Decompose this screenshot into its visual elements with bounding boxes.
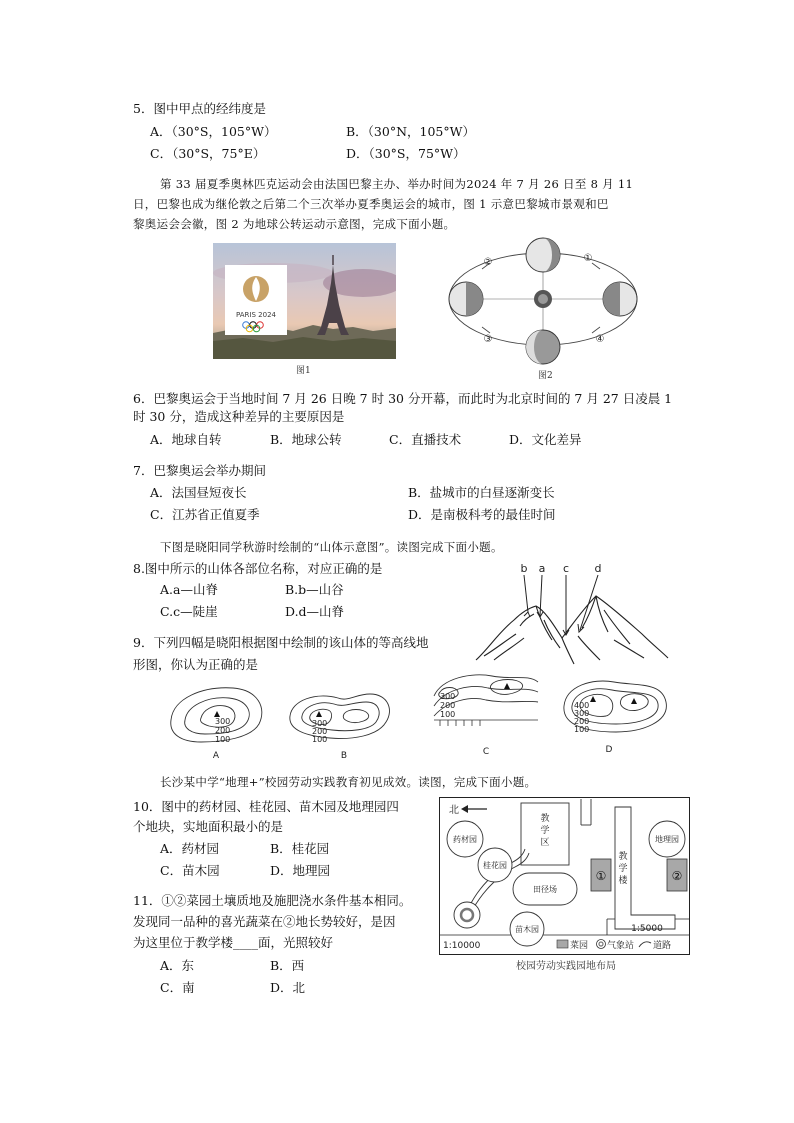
mountain-label-d: d [594, 562, 602, 575]
svg-text:②: ② [671, 869, 683, 883]
contour-a-300: 300 [215, 717, 231, 726]
contour-a-200: 200 [215, 726, 231, 735]
svg-text:①: ① [595, 869, 607, 883]
q11-stem-line1: 11．①②菜园土壤质地及施肥浇水条件基本相同。 [133, 893, 412, 908]
contour-d-400: 400 [574, 701, 590, 710]
osmanthus-garden [478, 848, 512, 882]
contour-d-300: 300 [574, 709, 590, 718]
contour-b-300: 300 [312, 719, 328, 728]
svg-text:学: 学 [540, 826, 550, 836]
q6-option-c: C．直播技术 [389, 432, 462, 447]
campus-map [439, 797, 690, 955]
q6-option-a: A．地球自转 [150, 432, 222, 447]
svg-text:教: 教 [540, 814, 550, 824]
q7-option-b: B．盐城市的白昼逐渐变长 [408, 485, 555, 500]
q8-option-b: B.b—山谷 [285, 582, 344, 597]
q10-option-d: D．地理园 [270, 863, 331, 878]
q6-stem-line1: 6．巴黎奥运会于当地时间 7 月 26 日晚 7 时 30 分开幕，而此时为北京时间的 7 月 27 日凌晨 1 [133, 391, 673, 406]
paris-logo-text: PARIS 2024 [236, 311, 276, 319]
svg-text:道路: 道路 [653, 941, 672, 951]
q8-option-a: A.a—山脊 [160, 582, 218, 597]
contour-b-letter: B [340, 751, 348, 760]
intro1-line3: 黎奥运会会徽，图 2 为地球公转运动示意图，完成下面小题。 [133, 217, 456, 231]
fig2-label-4: ④ [595, 334, 605, 345]
fig2-label-1: ① [583, 253, 593, 264]
contour-c-200: 200 [440, 701, 456, 710]
campus-map-caption: 校园劳动实践园地布局 [516, 961, 616, 972]
contour-d-letter: D [605, 745, 613, 755]
fig2-label-2: ② [483, 257, 493, 268]
q11-stem-line3: 为这里位于教学楼____面，光照较好 [133, 935, 334, 950]
fig2-caption: 图2 [538, 371, 553, 381]
q8-option-d: D.d—山脊 [285, 604, 345, 619]
contour-c-letter: C [482, 747, 490, 757]
intro1-line2: 日，巴黎也成为继伦敦之后第二个三次举办夏季奥运会的城市，图 1 示意巴黎城市景观和巴 [133, 197, 609, 211]
vegetable-plot-1 [591, 859, 611, 891]
svg-text:菜园: 菜园 [570, 941, 589, 951]
contour-a-letter: A [212, 751, 220, 760]
earth-bottom [526, 330, 560, 364]
intro1-line1: 第 33 届夏季奥林匹克运动会由法国巴黎主办、举办时间为2024 年 7 月 26 日至 8 月 11 [160, 177, 634, 191]
q9-stem-line2: 形图，你认为正确的是 [133, 657, 259, 672]
svg-text:气象站: 气象站 [607, 941, 635, 951]
q5-option-b: B．（30°N，105°W） [346, 124, 475, 139]
contour-b-100: 100 [312, 735, 328, 744]
map-legend [557, 939, 671, 951]
mountain-label-a: a [538, 562, 546, 575]
earth-top [526, 238, 560, 272]
scale-right: 1:5000 [631, 924, 663, 934]
q7-option-d: D．是南极科考的最佳时间 [408, 507, 556, 522]
q10-option-c: C．苗木园 [160, 863, 220, 878]
nursery-garden [510, 912, 544, 946]
svg-text:地理园: 地理园 [655, 835, 679, 844]
svg-text:桂花园: 桂花园 [483, 861, 507, 870]
q5-option-a: A．（30°S，105°W） [150, 124, 277, 139]
contour-d-200: 200 [574, 717, 590, 726]
q6-stem-line2: 时 30 分，造成这种差异的主要原因是 [133, 409, 345, 424]
mountain-label-c: c [562, 562, 570, 575]
q10-option-a: A．药材园 [160, 841, 220, 856]
q6-option-d: D．文化差异 [509, 432, 582, 447]
q8-stem: 8.图中所示的山体各部位名称，对应正确的是 [133, 561, 383, 576]
svg-text:教: 教 [618, 852, 628, 862]
q5-option-c: C．（30°S，75°E） [150, 146, 266, 161]
mountain-sketch [474, 560, 670, 668]
q11-stem-line2: 发现同一品种的喜光蔬菜在②地长势较好，是因 [133, 914, 396, 929]
q11-option-b: B．西 [270, 958, 305, 973]
q8-option-c: C.c—陡崖 [160, 604, 218, 619]
svg-text:学: 学 [618, 864, 628, 874]
scale-left: 1:10000 [443, 941, 481, 951]
contour-b-200: 200 [312, 727, 328, 736]
paris-2024-logo [225, 265, 287, 335]
geography-garden [649, 821, 685, 857]
intro3: 长沙某中学“地理+”校园劳动实践教育初见成效。读图，完成下面小题。 [160, 775, 537, 789]
q11-option-d: D．北 [270, 980, 306, 995]
q11-option-c: C．南 [160, 980, 195, 995]
intro2: 下图是晓阳同学秋游时绘制的“山体示意图”。读图完成下面小题。 [160, 540, 503, 554]
contour-a-100: 100 [215, 735, 231, 744]
q7-option-c: C．江苏省正值夏季 [150, 507, 260, 522]
svg-text:区: 区 [540, 838, 550, 848]
svg-text:苗木园: 苗木园 [515, 925, 539, 934]
contour-map-d [562, 672, 668, 760]
q10-stem-line2: 个地块，实地面积最小的是 [133, 819, 284, 834]
q7-option-a: A．法国昼短夜长 [150, 485, 247, 500]
mountain-label-b: b [520, 562, 528, 575]
medicine-garden [447, 821, 483, 857]
fig1-caption: 图1 [296, 366, 311, 376]
earth-right [603, 282, 637, 316]
paris-photo [213, 243, 396, 359]
contour-c-100: 100 [440, 710, 456, 719]
north-label: 北 [449, 805, 459, 816]
q5-option-d: D．（30°S，75°W） [346, 146, 466, 161]
svg-text:田径场: 田径场 [533, 885, 557, 894]
earth-left [449, 282, 483, 316]
vegetable-plot-2 [667, 859, 687, 891]
contour-map-b [286, 682, 396, 760]
earth-revolution-diagram [440, 233, 648, 368]
q11-option-a: A．东 [160, 958, 195, 973]
contour-map-a [163, 680, 268, 760]
svg-text:药材园: 药材园 [453, 835, 477, 844]
q9-stem-line1: 9．下列四幅是晓阳根据图中绘制的该山体的等高线地 [133, 635, 429, 650]
q10-stem-line1: 10．图中的药材园、桂花园、苗木园及地理园四 [133, 799, 399, 814]
weather-station-icon [454, 902, 480, 928]
track-field [513, 873, 577, 905]
q7-stem: 7．巴黎奥运会举办期间 [133, 463, 266, 478]
q10-option-b: B．桂花园 [270, 841, 330, 856]
svg-text:楼: 楼 [618, 876, 628, 886]
q5-stem: 5．图中甲点的经纬度是 [133, 101, 266, 116]
contour-c-300: 300 [440, 692, 456, 701]
contour-map-c [432, 668, 540, 760]
q6-option-b: B．地球公转 [270, 432, 342, 447]
fig2-label-3: ③ [483, 334, 493, 345]
contour-d-100: 100 [574, 725, 590, 734]
